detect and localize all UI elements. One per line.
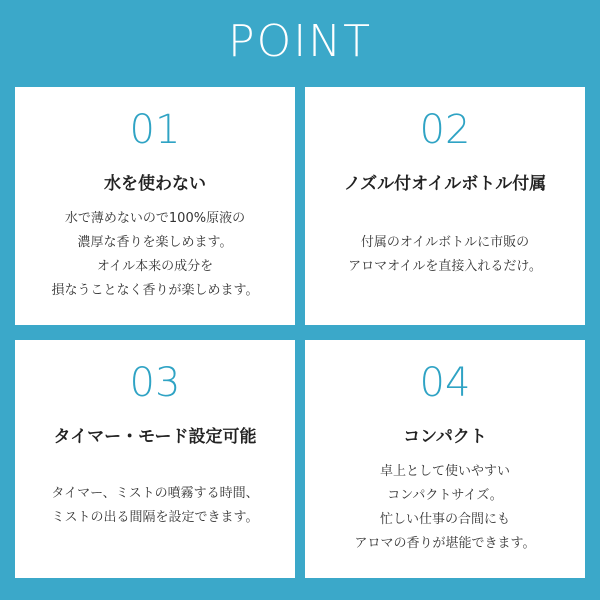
card-number: 03 bbox=[129, 360, 181, 406]
card-number: 01 bbox=[129, 107, 181, 153]
description-line: コンパクトサイズ。 bbox=[387, 488, 503, 503]
description-line: 卓上として使いやすい bbox=[379, 464, 510, 479]
card-title: コンパクト bbox=[403, 427, 487, 447]
description-line: 付属のオイルボトルに市販の bbox=[360, 235, 530, 250]
card-description bbox=[15, 482, 295, 530]
point-card-02 bbox=[305, 87, 585, 325]
description-line: アロマの香りが堪能できます。 bbox=[354, 536, 536, 551]
card-title: タイマー・モード設定可能 bbox=[53, 427, 257, 447]
card-description bbox=[305, 231, 585, 279]
card-title: ノズル付オイルボトル付属 bbox=[343, 174, 547, 194]
card-description bbox=[15, 207, 295, 303]
description-line: 濃厚な香りを楽しめます。 bbox=[77, 235, 233, 250]
description-line: タイマー、ミストの噴霧する時間、 bbox=[51, 486, 259, 501]
card-number: 04 bbox=[419, 360, 471, 406]
point-card-03 bbox=[15, 340, 295, 578]
card-description bbox=[305, 460, 585, 556]
description-line: アロマオイルを直接入れるだけ。 bbox=[348, 259, 542, 274]
card-title: 水を使わない bbox=[104, 174, 206, 194]
description-line: 忙しい仕事の合間にも bbox=[379, 512, 510, 527]
point-card-04 bbox=[305, 340, 585, 578]
card-number: 02 bbox=[419, 107, 471, 153]
description-line: オイル本来の成分を bbox=[96, 259, 214, 274]
description-line: 水で薄めないので100%原液の bbox=[64, 211, 246, 226]
point-card-01 bbox=[15, 87, 295, 325]
description-line: 損なうことなく香りが楽しめます。 bbox=[51, 283, 259, 298]
page-heading: POINT bbox=[228, 16, 372, 67]
description-line: ミストの出る間隔を設定できます。 bbox=[51, 510, 259, 525]
